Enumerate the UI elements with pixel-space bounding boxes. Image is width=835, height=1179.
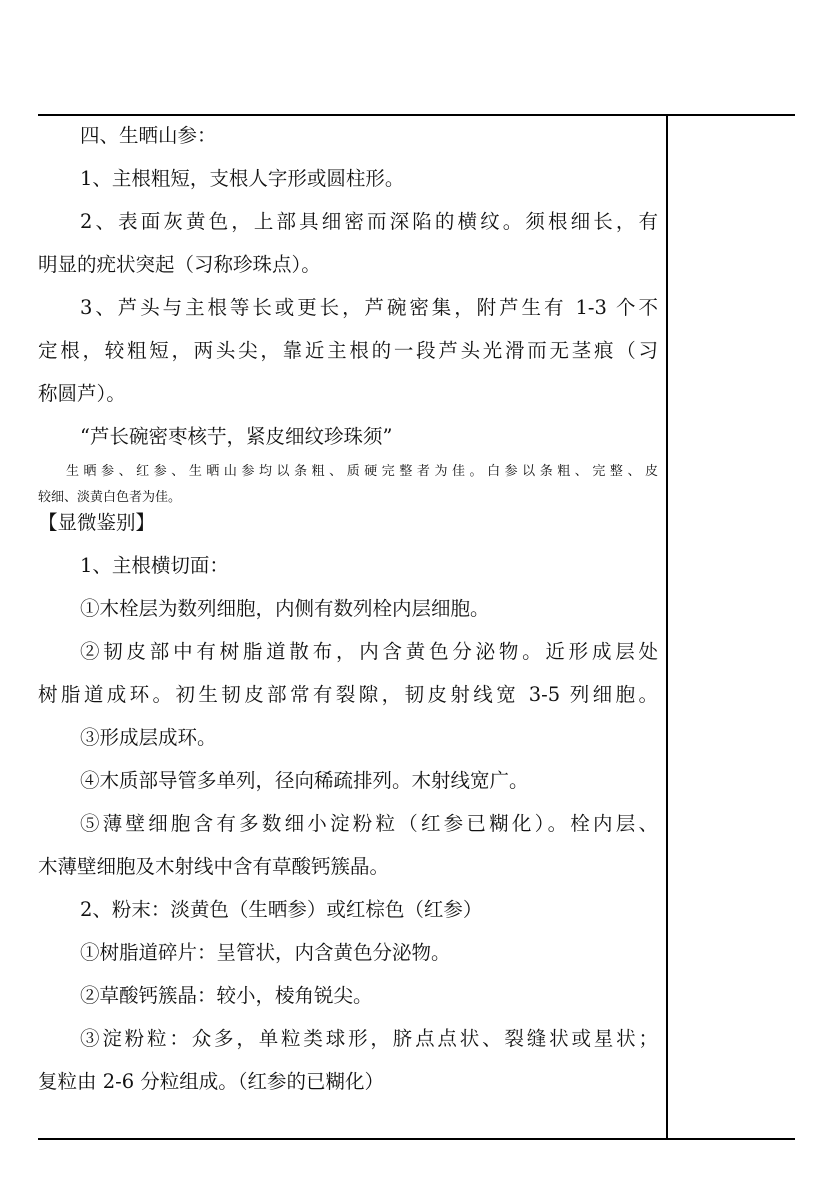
text-line: 2、粉末：淡黄色（生晒参）或红棕色（红参） [80, 898, 483, 921]
text-line: 2、表面灰黄色，上部具细密而深陷的横纹。须根细长，有 [80, 210, 658, 233]
text-line: 木薄壁细胞及木射线中含有草酸钙簇晶。 [38, 855, 390, 878]
text-line: 树脂道成环。初生韧皮部常有裂隙，韧皮射线宽 3-5 列细胞。 [38, 683, 658, 706]
text-line: 明显的疣状突起（习称珍珠点）。 [38, 253, 321, 276]
note-line: 生晒参、红参、生晒山参均以条粗、质硬完整者为佳。白参以条粗、完整、皮 [66, 464, 658, 479]
text-line: ①木栓层为数列细胞，内侧有数列栓内层细胞。 [80, 597, 490, 620]
text-line: ①树脂道碎片：呈管状，内含黄色分泌物。 [80, 941, 451, 964]
right-empty-cell [668, 116, 795, 1138]
text-line: 定根，较粗短，两头尖，靠近主根的一段芦头光滑而无茎痕（习 [38, 339, 658, 362]
table-bottom-border [38, 1138, 795, 1140]
subsection-heading: 【显微鉴别】 [38, 511, 156, 534]
text-line: ③淀粉粒：众多，单粒类球形，脐点点状、裂缝状或星状； [80, 1027, 658, 1050]
text-line: ③形成层成环。 [80, 726, 217, 749]
text-line: ④木质部导管多单列，径向稀疏排列。木射线宽广。 [80, 769, 529, 792]
text-line: 1、主根横切面： [80, 554, 229, 577]
text-line: ②韧皮部中有树脂道散布，内含黄色分泌物。近形成层处 [80, 640, 658, 663]
section-heading: 四、生晒山参： [80, 124, 217, 147]
text-line: 称圆芦）。 [38, 382, 126, 405]
note-line: 较细、淡黄白色者为佳。 [38, 490, 182, 505]
text-line: ②草酸钙簇晶：较小，棱角锐尖。 [80, 984, 373, 1007]
text-line: 复粒由 2-6 分粒组成。（红参的已糊化） [38, 1070, 385, 1093]
text-line: 3、芦头与主根等长或更长，芦碗密集，附芦生有 1-3 个不 [80, 296, 658, 319]
text-line: 1、主根粗短，支根人字形或圆柱形。 [80, 167, 405, 190]
text-line: ⑤薄壁细胞含有多数细小淀粉粒（红参已糊化）。栓内层、 [80, 812, 658, 835]
quote-line: “芦长碗密枣核艼，紧皮细纹珍珠须” [80, 425, 393, 448]
